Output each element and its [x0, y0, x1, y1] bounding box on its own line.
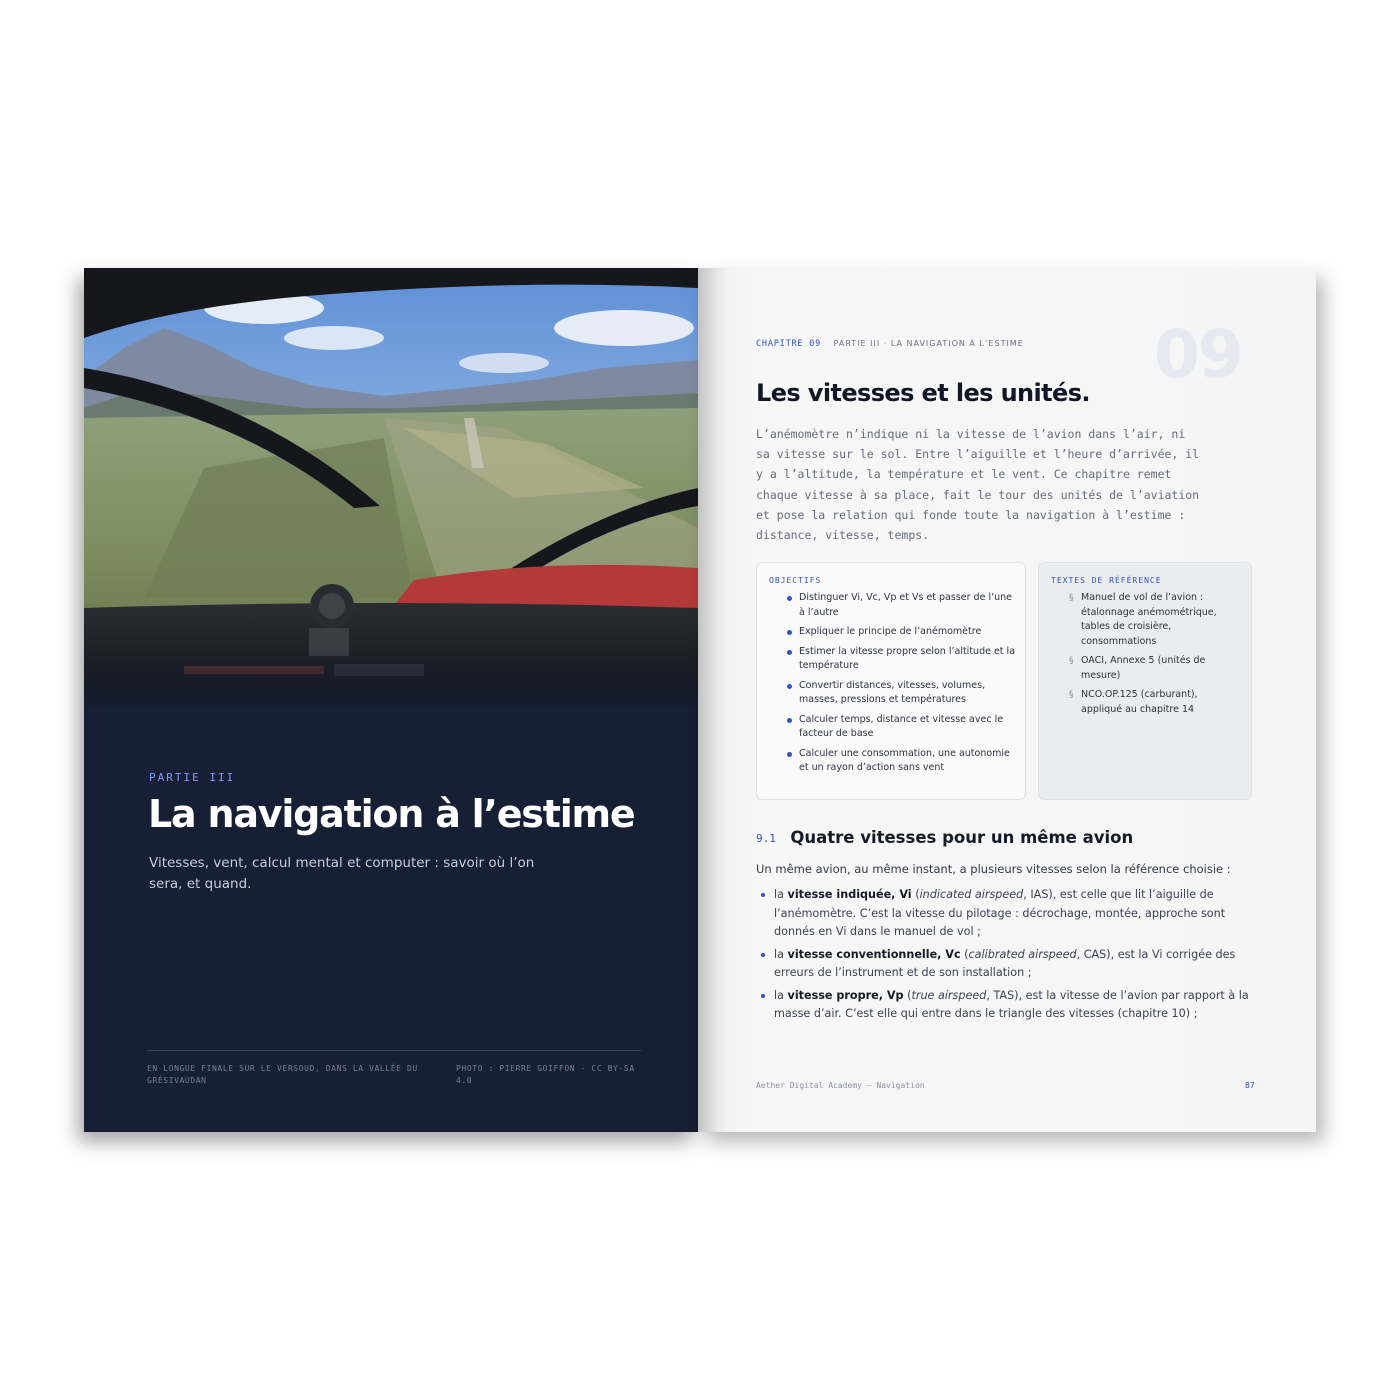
bullet-icon [787, 630, 792, 635]
chapter-label: CHAPITRE 09 [756, 339, 822, 349]
reference-item: § Manuel de vol de l’avion : étalonnage anémométrique, tables de croisière, consommations [1069, 592, 1217, 647]
right-page [698, 268, 1316, 1132]
open-book-spread [84, 268, 1316, 1132]
bullet-icon [761, 893, 765, 897]
bullet-icon [761, 953, 765, 957]
speed-list [758, 886, 1258, 1028]
section-sign-icon: § [1069, 656, 1074, 666]
photo-fade [84, 648, 698, 718]
references-title: TEXTES DE RÉFÉRENCE [1051, 576, 1162, 585]
part-title: La navigation à l’estime [148, 792, 635, 836]
objective-item: Calculer une consommation, une autonomie et un rayon d’action sans vent [769, 747, 1015, 776]
section-heading [756, 828, 1133, 848]
chapter-lede: L’anémomètre n’indique ni la vitesse de l’avion dans l’air, ni sa vitesse sur le sol. Entre l’aiguille et l’heure d’arrivée, il y a l’altitude, la température et le vent. Ce chapitre remet chaque vitesse à sa place, fait le tour des unités de l’aviation et pose la relation qui fonde toute la navigation à l’estime : distance, vitesse, temps. [756, 427, 1200, 543]
reference-item: § OACI, Annexe 5 (unités de mesure) [1069, 655, 1206, 681]
chapter-title: Les vitesses et les unités. [756, 379, 1090, 407]
section-sign-icon: § [1069, 690, 1074, 700]
chapter-number-watermark: 09 [1154, 316, 1242, 393]
objective-item: Estimer la vitesse propre selon l’altitude et la température [769, 645, 1015, 674]
caption-divider [147, 1050, 641, 1051]
section-intro: Un même avion, au même instant, a plusieurs vitesses selon la référence choisie : [756, 862, 1231, 876]
page-footer: Aether Digital Academy — Navigation [756, 1081, 925, 1090]
photo-caption-location: EN LONGUE FINALE SUR LE VERSOUD, DANS LA VALLÉE DU GRÉSIVAUDAN [147, 1064, 418, 1085]
objectives-list [769, 591, 1015, 781]
objective-item: Distinguer Vi, Vc, Vp et Vs et passer de l’une à l’autre [769, 591, 1015, 620]
cockpit-photo [84, 268, 698, 706]
page-number: 87 [1245, 1081, 1255, 1090]
bullet-icon [761, 994, 765, 998]
speed-item: la vitesse indiquée, Vi (indicated airspeed, IAS), est celle que lit l’aiguille de l’anémomètre. C’est la vitesse du pilotage : décrochage, montée, approche sont donnés en Vi dans le manuel de vol ; [758, 886, 1258, 942]
left-page [84, 268, 698, 1132]
bullet-icon [787, 650, 792, 655]
section-title: Quatre vitesses pour un même avion [790, 828, 1134, 847]
gutter-shadow [698, 268, 726, 1132]
bullet-icon [787, 718, 792, 723]
speed-item: la vitesse propre, Vp (true airspeed, TAS), est la vitesse de l’avion par rapport à la masse d’air. C’est elle qui entre dans le triangle des vitesses (chapitre 10) ; [758, 987, 1258, 1024]
objectives-box [756, 562, 1026, 800]
section-sign-icon: § [1069, 593, 1074, 603]
photo-caption-credit: PHOTO : PIERRE GOIFFON · CC BY-SA 4.0 [456, 1064, 635, 1085]
bullet-icon [787, 684, 792, 689]
reference-item: § NCO.OP.125 (carburant), appliqué au chapitre 14 [1069, 689, 1198, 715]
section-number: 9.1 [756, 832, 776, 845]
objective-item: Expliquer le principe de l’anémomètre [769, 625, 1015, 640]
running-head [756, 333, 1024, 351]
bullet-icon [787, 596, 792, 601]
part-subtitle: Vitesses, vent, calcul mental et computer : savoir où l’on sera, et quand. [149, 855, 535, 892]
objective-item: Calculer temps, distance et vitesse avec le facteur de base [769, 713, 1015, 742]
references-box [1038, 562, 1252, 800]
references-list [1051, 591, 1241, 722]
objectives-title: OBJECTIFS [769, 576, 822, 585]
bullet-icon [787, 752, 792, 757]
objective-item: Convertir distances, vitesses, volumes, masses, pressions et températures [769, 679, 1015, 708]
part-label: PARTIE III [149, 771, 236, 784]
speed-item: la vitesse conventionnelle, Vc (calibrated airspeed, CAS), est la Vi corrigée des erreurs de l’instrument et de son installation ; [758, 946, 1258, 983]
running-part-label: PARTIE III · LA NAVIGATION À L’ESTIME [833, 339, 1024, 348]
